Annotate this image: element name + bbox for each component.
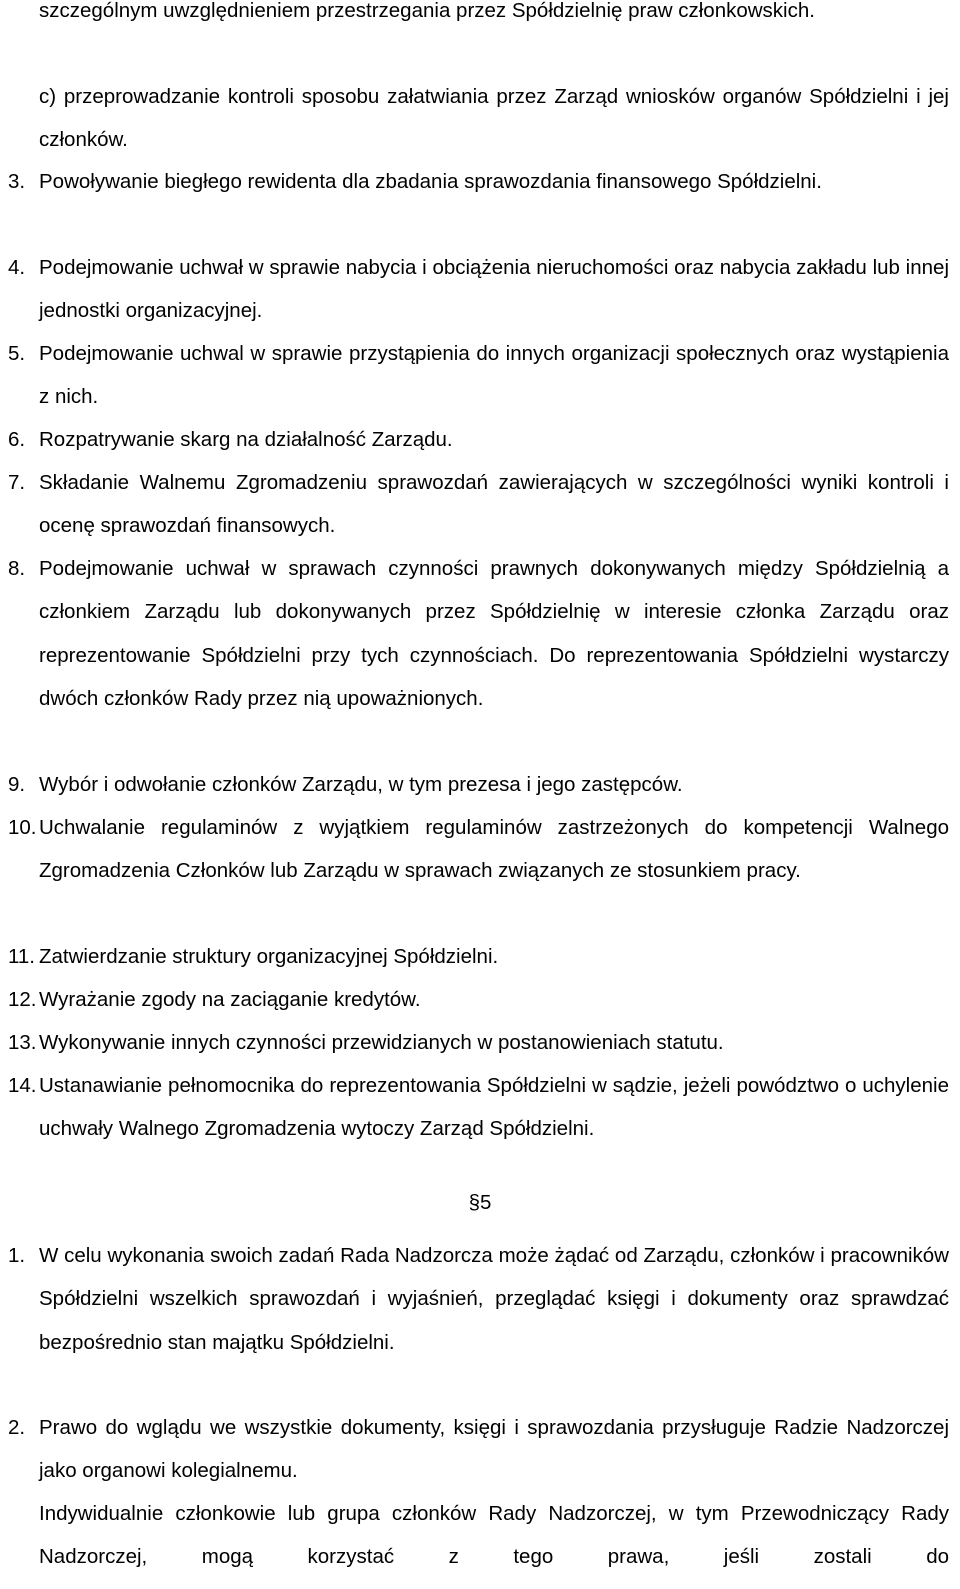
item-text: Powoływanie biegłego rewidenta dla zbadania sprawozdania finansowego Spółdzielni. [39,170,822,193]
item-text: Podejmowanie uchwał w sprawie nabycia i obciążenia nieruchomości oraz nabycia zakładu lub innej jednostki organizacyjnej. [39,256,949,323]
item-text: Składanie Walnemu Zgromadzeniu sprawozdań zawierających w szczególności wyniki kontroli i ocenę sprawozdań finansowych. [39,471,949,538]
item-number: 14. [8,1074,37,1097]
item-text: Podejmowanie uchwał w sprawach czynności prawnych dokonywanych między Spółdzielnią a członkiem Zarządu lub dokonywanych przez Spółdzielnię w interesie członka Zarządu oraz reprezentowanie Spółdzielni przy tych czynnościach. Do reprezentowania Spółdzielni wystarczy dwóch członków Rady przez nią upoważnionych. [39,557,949,711]
section5-item-1 [8,1234,949,1364]
item-number: 3. [8,170,26,193]
item-text: Ustanawianie pełnomocnika do reprezentowania Spółdzielni w sądzie, jeżeli powództwo o uchylenie uchwały Walnego Zgromadzenia wytoczy Zarząd Spółdzielni. [39,1074,949,1141]
list-item-6 [8,418,949,461]
item-number: 13. [8,1031,37,1054]
item-text: W celu wykonania swoich zadań Rada Nadzorcza może żądać od Zarządu, członków i pracowników Spółdzielni wszelkich sprawozdań i wyjaśnień, przeglądać księgi i dokumenty oraz sprawdzać bezpośrednio stan majątku Spółdzielni. [39,1244,949,1354]
item-text: Wyrażanie zgody na zaciąganie kredytów. [39,988,421,1011]
list-item-3 [8,160,949,203]
item-text: Wybór i odwołanie członków Zarządu, w tym prezesa i jego zastępców. [39,773,683,796]
item-number: 12. [8,988,37,1011]
item-text: Wykonywanie innych czynności przewidzianych w postanowieniach statutu. [39,1031,724,1054]
item-number: 10. [8,816,37,839]
item-text: Podejmowanie uchwal w sprawie przystąpienia do innych organizacji społecznych oraz wystąpienia z nich. [39,342,949,409]
list-item-5 [8,332,949,419]
item-text: Rozpatrywanie skarg na działalność Zarządu. [39,428,453,451]
list-item-10 [8,806,949,893]
item-number: 8. [8,557,26,580]
item-number: 6. [8,428,26,451]
item-text: Uchwalanie regulaminów z wyjątkiem regulaminów zastrzeżonych do kompetencji Walnego Zgromadzenia Członków lub Zarządu w sprawach związanych ze stosunkiem pracy. [39,816,949,883]
item-number: 2. [8,1416,26,1439]
item-number: 1. [8,1244,26,1267]
list-item-14 [8,1064,949,1151]
list-item-8 [8,547,949,721]
paragraph-b-continuation [8,0,949,32]
section5-paragraph [8,1492,949,1579]
paragraph-c [8,75,949,162]
list-item-11 [8,935,949,978]
item-number: 11. [8,945,35,968]
item-text: Indywidualnie członkowie lub grupa członków Rady Nadzorczej, w tym Przewodniczący Rady Nadzorczej, mogą korzystać z tego prawa, jeśli zostali do [39,1502,949,1569]
item-number: 7. [8,471,26,494]
item-number: 9. [8,773,26,796]
item-text: c) przeprowadzanie kontroli sposobu załatwiania przez Zarząd wniosków organów Spółdzielni i jej członków. [39,85,949,152]
section5-item-2 [8,1406,949,1493]
list-item-4 [8,246,949,333]
item-number: 5. [8,342,26,365]
list-item-7 [8,461,949,548]
item-text: Zatwierdzanie struktury organizacyjnej Spółdzielni. [39,945,499,968]
item-number: 4. [8,256,26,279]
item-text: szczególnym uwzględnieniem przestrzegania przez Spółdzielnię praw członkowskich. [39,0,815,22]
section-heading: §5 [468,1191,492,1214]
list-item-9 [8,763,949,806]
list-item-12 [8,978,949,1021]
list-item-13 [8,1021,949,1064]
item-text: Prawo do wglądu we wszystkie dokumenty, księgi i sprawozdania przysługuje Radzie Nadzorczej jako organowi kolegialnemu. [39,1416,949,1483]
